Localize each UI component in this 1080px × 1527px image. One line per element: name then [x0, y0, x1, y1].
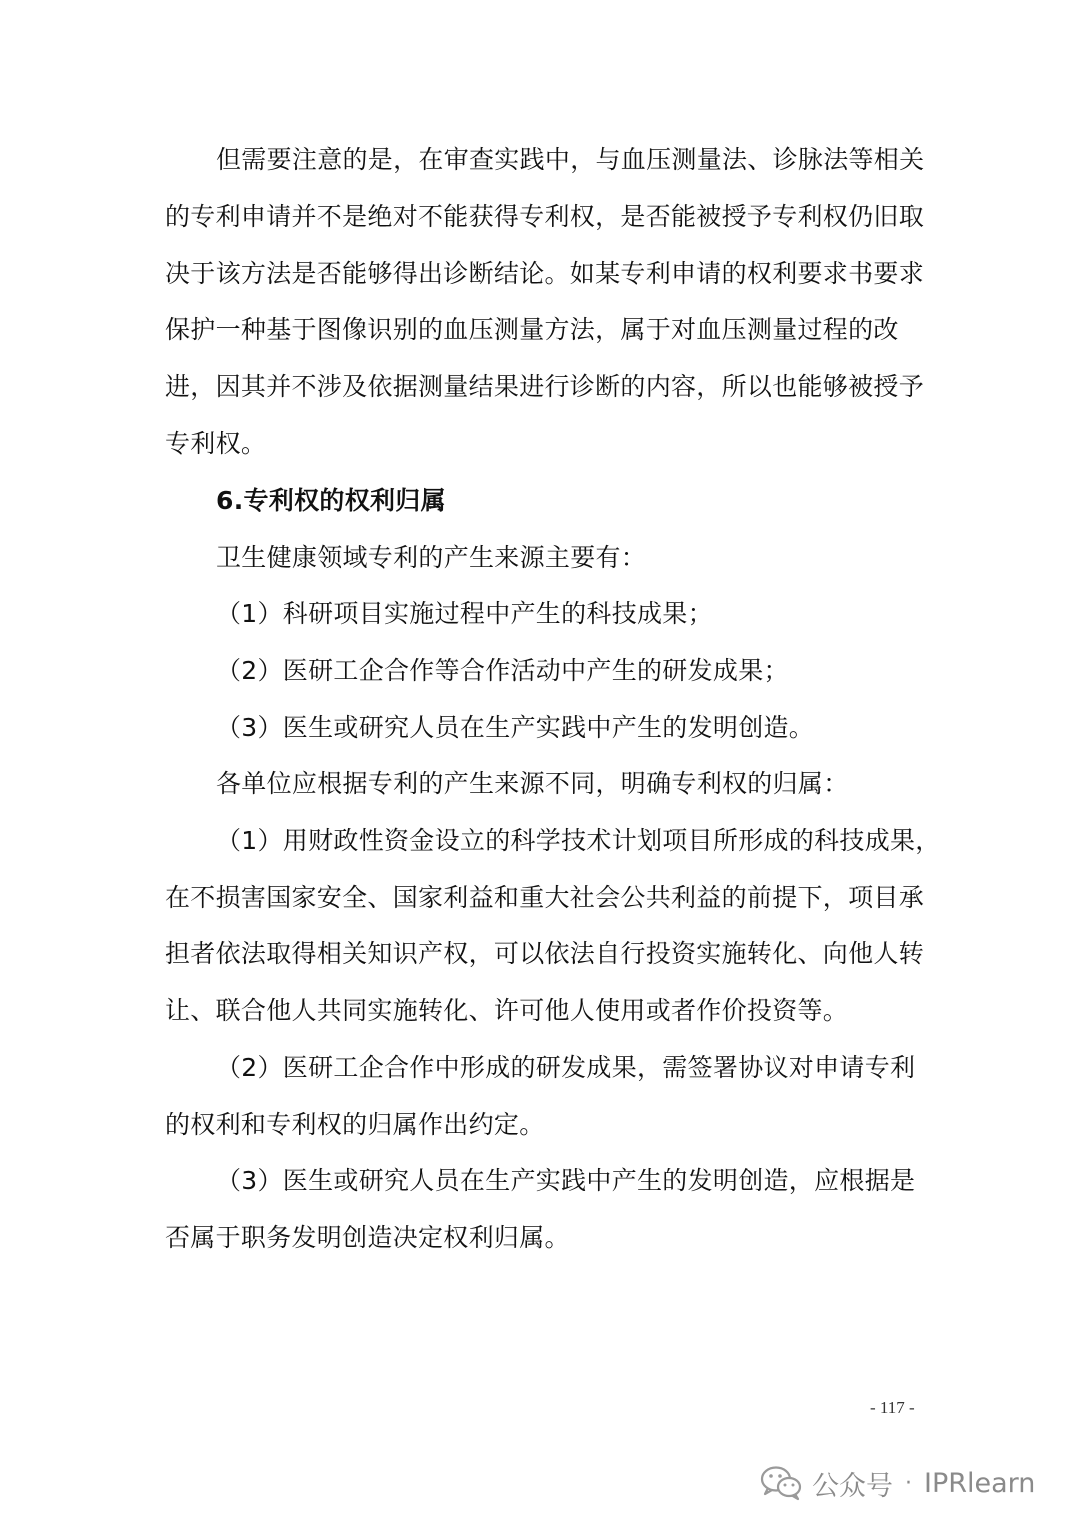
body-text-line: 保护一种基于图像识别的血压测量方法，属于对血压测量过程的改 — [165, 315, 899, 344]
body-text-line: 进，因其并不涉及依据测量结果进行诊断的内容，所以也能够被授予 — [165, 372, 925, 401]
body-text-line: 但需要注意的是，在审查实践中，与血压测量法、诊脉法等相关 — [216, 145, 925, 174]
body-text-line: 在不损害国家安全、国家利益和重大社会公共利益的前提下，项目承 — [165, 883, 925, 912]
list-item: （3）医生或研究人员在生产实践中产生的发明创造，应根据是 — [216, 1166, 916, 1195]
body-text-line: 决于该方法是否能够得出诊断结论。如某专利申请的权利要求书要求 — [165, 259, 925, 288]
body-text-line: 让、联合他人共同实施转化、许可他人使用或者作价投资等。 — [165, 996, 849, 1025]
list-item: （1）用财政性资金设立的科学技术计划项目所形成的科技成果， — [216, 826, 941, 855]
body-text-line: 否属于职务发明创造决定权利归属。 — [165, 1223, 570, 1252]
section-heading: 6.专利权的权利归属 — [216, 486, 446, 515]
body-text-line: 的专利申请并不是绝对不能获得专利权，是否能被授予专利权仍旧取 — [165, 202, 925, 231]
watermark-separator: · — [905, 1470, 912, 1496]
list-item: （3）医生或研究人员在生产实践中产生的发明创造。 — [216, 713, 815, 742]
watermark — [760, 1463, 1035, 1503]
body-text-line: 专利权。 — [165, 429, 267, 458]
watermark-channel: 公众号 — [812, 1470, 893, 1502]
list-item: （1）科研项目实施过程中产生的科技成果； — [216, 599, 713, 628]
wechat-icon — [760, 1465, 802, 1501]
body-text-line: 各单位应根据专利的产生来源不同，明确专利权的归属： — [216, 769, 849, 798]
page-number: - 117 - — [870, 1398, 915, 1417]
body-text-line: 卫生健康领域专利的产生来源主要有： — [216, 543, 647, 572]
list-item: （2）医研工企合作等合作活动中产生的研发成果； — [216, 656, 789, 685]
watermark-account: IPRlearn — [924, 1467, 1036, 1499]
list-item: （2）医研工企合作中形成的研发成果，需签署协议对申请专利 — [216, 1053, 916, 1082]
body-text-line: 的权利和专利权的归属作出约定。 — [165, 1110, 545, 1139]
body-text-line: 担者依法取得相关知识产权，可以依法自行投资实施转化、向他人转 — [165, 939, 925, 968]
